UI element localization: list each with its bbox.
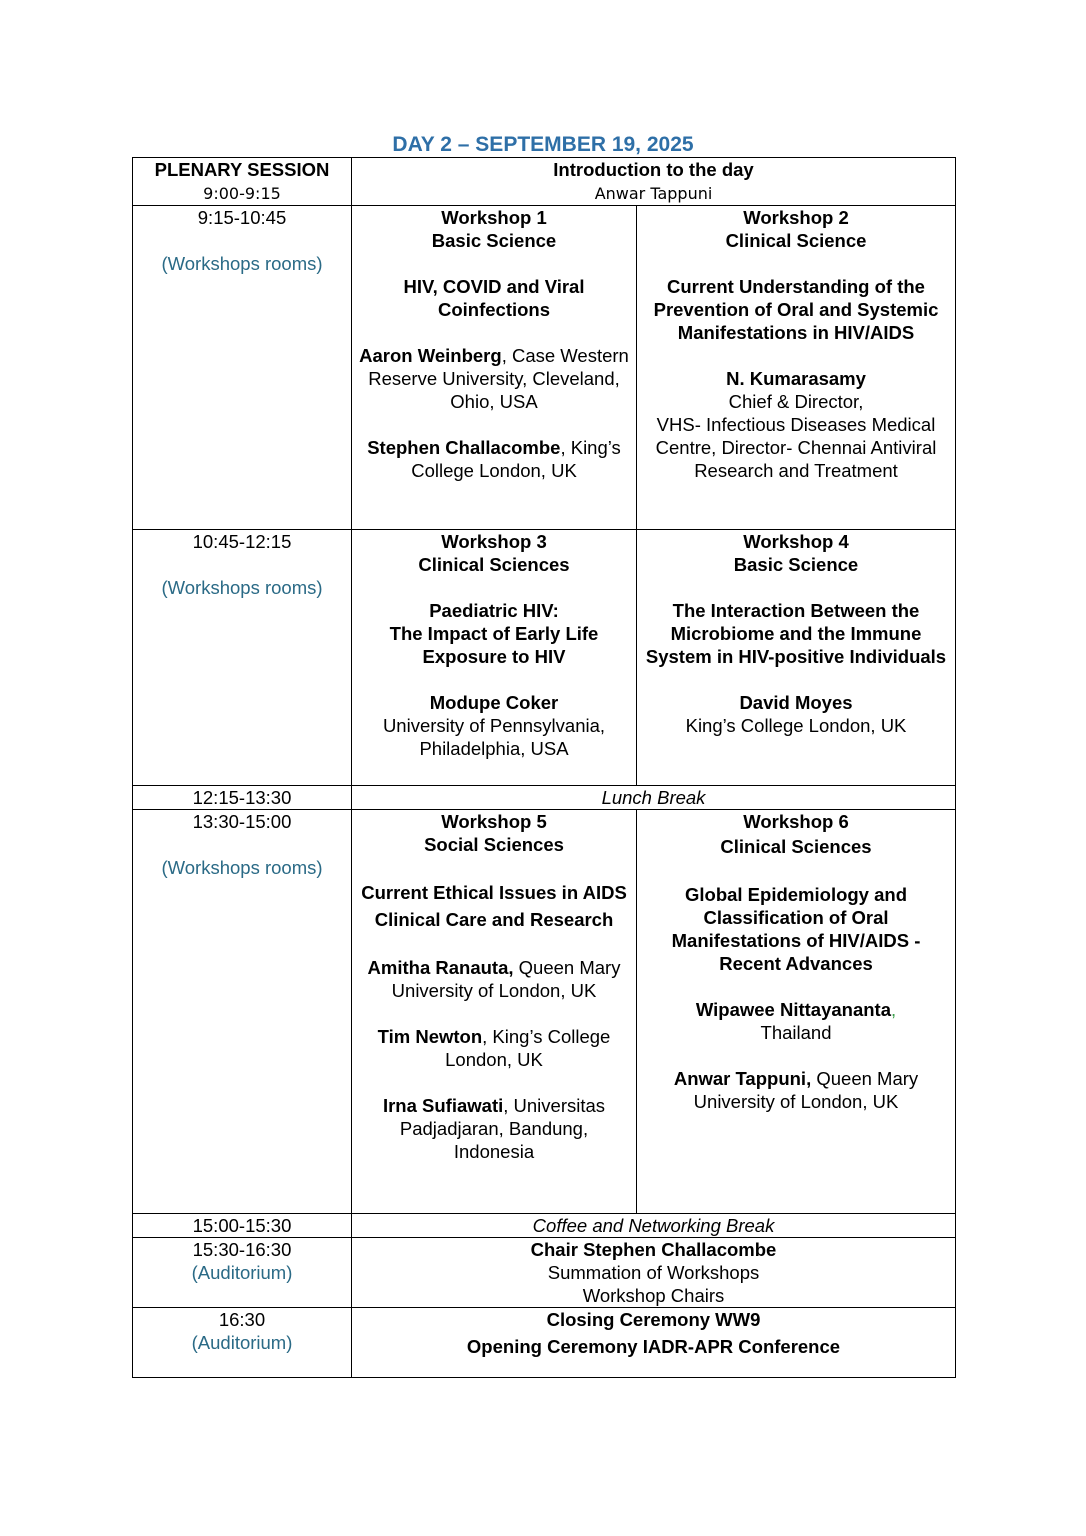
closing-row bbox=[133, 1308, 956, 1378]
session-row-1 bbox=[133, 206, 956, 530]
speaker-name: Aaron Weinberg bbox=[359, 345, 502, 366]
workshop-title: Workshop 6 bbox=[743, 811, 849, 832]
workshop-track: Basic Science bbox=[431, 230, 557, 251]
workshop-5-cell bbox=[352, 810, 637, 1214]
speaker-name: Modupe Coker bbox=[429, 692, 559, 713]
workshop-3-cell bbox=[352, 530, 637, 786]
workshop-topic: Current Ethical Issues in AIDS Clinical Care and Research bbox=[361, 882, 627, 930]
closing-location: (Auditorium) bbox=[191, 1332, 293, 1353]
speaker-name: David Moyes bbox=[739, 692, 853, 713]
speaker-affiliation: , Case Western Reserve University, Cleveland, Ohio, USA bbox=[368, 345, 629, 412]
session-row-3 bbox=[133, 810, 956, 1214]
workshop-topic: HIV, COVID and Viral Coinfections bbox=[403, 276, 585, 320]
workshop-title: Workshop 1 bbox=[441, 207, 547, 228]
workshop-track: Clinical Science bbox=[725, 230, 867, 251]
speaker-name: N. Kumarasamy bbox=[726, 368, 866, 389]
workshop-title: Workshop 3 bbox=[441, 531, 547, 552]
workshop-title: Workshop 2 bbox=[743, 207, 849, 228]
coffee-time: 15:00-15:30 bbox=[133, 1214, 352, 1238]
speaker-name: Amitha Ranauta, bbox=[367, 957, 514, 978]
speaker-affiliation: , King’s College London, UK bbox=[445, 1026, 611, 1070]
plenary-speaker: Anwar Tappuni bbox=[594, 184, 713, 203]
speaker-affiliation: , Universitas Padjadjaran, Bandung, Indonesia bbox=[399, 1095, 606, 1162]
session-time: 10:45-12:15 bbox=[192, 531, 292, 552]
workshop-track: Clinical Sciences bbox=[418, 554, 570, 575]
speaker-comma: , bbox=[891, 999, 897, 1020]
session-time: 13:30-15:00 bbox=[192, 811, 292, 832]
summation-chair: Chair Stephen Challacombe bbox=[530, 1239, 777, 1260]
coffee-row bbox=[133, 1214, 956, 1238]
speaker-affiliation: Thailand bbox=[760, 1022, 832, 1043]
schedule-table bbox=[132, 157, 956, 1378]
speaker-affiliation: VHS- Infectious Diseases Medical Centre, Director- Chennai Antiviral Research and Treatment bbox=[655, 414, 937, 481]
closing-line-1: Closing Ceremony WW9 bbox=[546, 1309, 761, 1330]
closing-content-cell bbox=[352, 1308, 956, 1378]
session-location: (Workshops rooms) bbox=[161, 857, 323, 878]
closing-time-cell bbox=[133, 1308, 352, 1378]
workshop-1-cell bbox=[352, 206, 637, 530]
workshop-track: Basic Science bbox=[733, 554, 859, 575]
lunch-row bbox=[133, 786, 956, 810]
speaker-name: Stephen Challacombe bbox=[367, 437, 561, 458]
day-title: DAY 2 – SEPTEMBER 19, 2025 bbox=[392, 133, 694, 156]
workshop-track: Clinical Sciences bbox=[720, 836, 872, 857]
speaker-affiliation: Queen Mary University of London, UK bbox=[391, 957, 621, 1001]
session-location: (Workshops rooms) bbox=[161, 577, 323, 598]
speaker-name: Anwar Tappuni, bbox=[673, 1068, 812, 1089]
closing-line-2: Opening Ceremony IADR-APR Conference bbox=[466, 1336, 841, 1357]
session-time-cell bbox=[133, 810, 352, 1214]
workshop-topic: Paediatric HIV: bbox=[429, 600, 559, 621]
workshop-6-cell bbox=[637, 810, 956, 1214]
session-time-cell bbox=[133, 530, 352, 786]
plenary-content-cell bbox=[352, 158, 956, 206]
closing-time: 16:30 bbox=[218, 1309, 266, 1330]
lunch-time: 12:15-13:30 bbox=[133, 786, 352, 810]
summation-location: (Auditorium) bbox=[191, 1262, 293, 1283]
workshop-topic: The Interaction Between the Microbiome and the Immune System in HIV-positive Individuals bbox=[645, 600, 947, 667]
speaker-affiliation: Queen Mary University of London, UK bbox=[693, 1068, 919, 1112]
workshop-track: Social Sciences bbox=[424, 834, 564, 855]
speaker-affiliation: , King’s College London, UK bbox=[411, 437, 621, 481]
workshop-topic: Current Understanding of the Prevention of Oral and Systemic Manifestations in HIV/AIDS bbox=[653, 276, 939, 343]
session-time: 9:15-10:45 bbox=[197, 207, 287, 228]
plenary-time: 9:00-9:15 bbox=[203, 184, 281, 203]
lunch-label: Lunch Break bbox=[352, 786, 956, 810]
plenary-label: PLENARY SESSION bbox=[154, 159, 330, 180]
workshop-topic: The Impact of Early Life Exposure to HIV bbox=[389, 623, 599, 667]
summation-time-cell bbox=[133, 1238, 352, 1308]
summation-time: 15:30-16:30 bbox=[192, 1239, 292, 1260]
summation-content-cell bbox=[352, 1238, 956, 1308]
workshop-title: Workshop 5 bbox=[441, 811, 547, 832]
session-location: (Workshops rooms) bbox=[161, 253, 323, 274]
plenary-title: Introduction to the day bbox=[553, 159, 754, 180]
workshop-topic: Global Epidemiology and Classification of Oral Manifestations of HIV/AIDS - Recent Advances bbox=[671, 884, 921, 974]
speaker-name: Tim Newton bbox=[377, 1026, 483, 1047]
plenary-time-cell bbox=[133, 158, 352, 206]
workshop-4-cell bbox=[637, 530, 956, 786]
coffee-label: Coffee and Networking Break bbox=[352, 1214, 956, 1238]
session-row-2 bbox=[133, 530, 956, 786]
session-time-cell bbox=[133, 206, 352, 530]
summation-row bbox=[133, 1238, 956, 1308]
speaker-affiliation: King’s College London, UK bbox=[685, 715, 907, 736]
speaker-name: Wipawee Nittayananta bbox=[695, 999, 892, 1020]
speaker-name: Irna Sufiawati bbox=[382, 1095, 504, 1116]
workshop-2-cell bbox=[637, 206, 956, 530]
summation-title: Summation of Workshops bbox=[547, 1262, 760, 1283]
speaker-affiliation: Chief & Director, bbox=[728, 391, 864, 412]
summation-sub: Workshop Chairs bbox=[582, 1285, 725, 1306]
speaker-affiliation: University of Pennsylvania, Philadelphia, USA bbox=[382, 715, 606, 759]
plenary-row bbox=[133, 158, 956, 206]
workshop-title: Workshop 4 bbox=[743, 531, 849, 552]
